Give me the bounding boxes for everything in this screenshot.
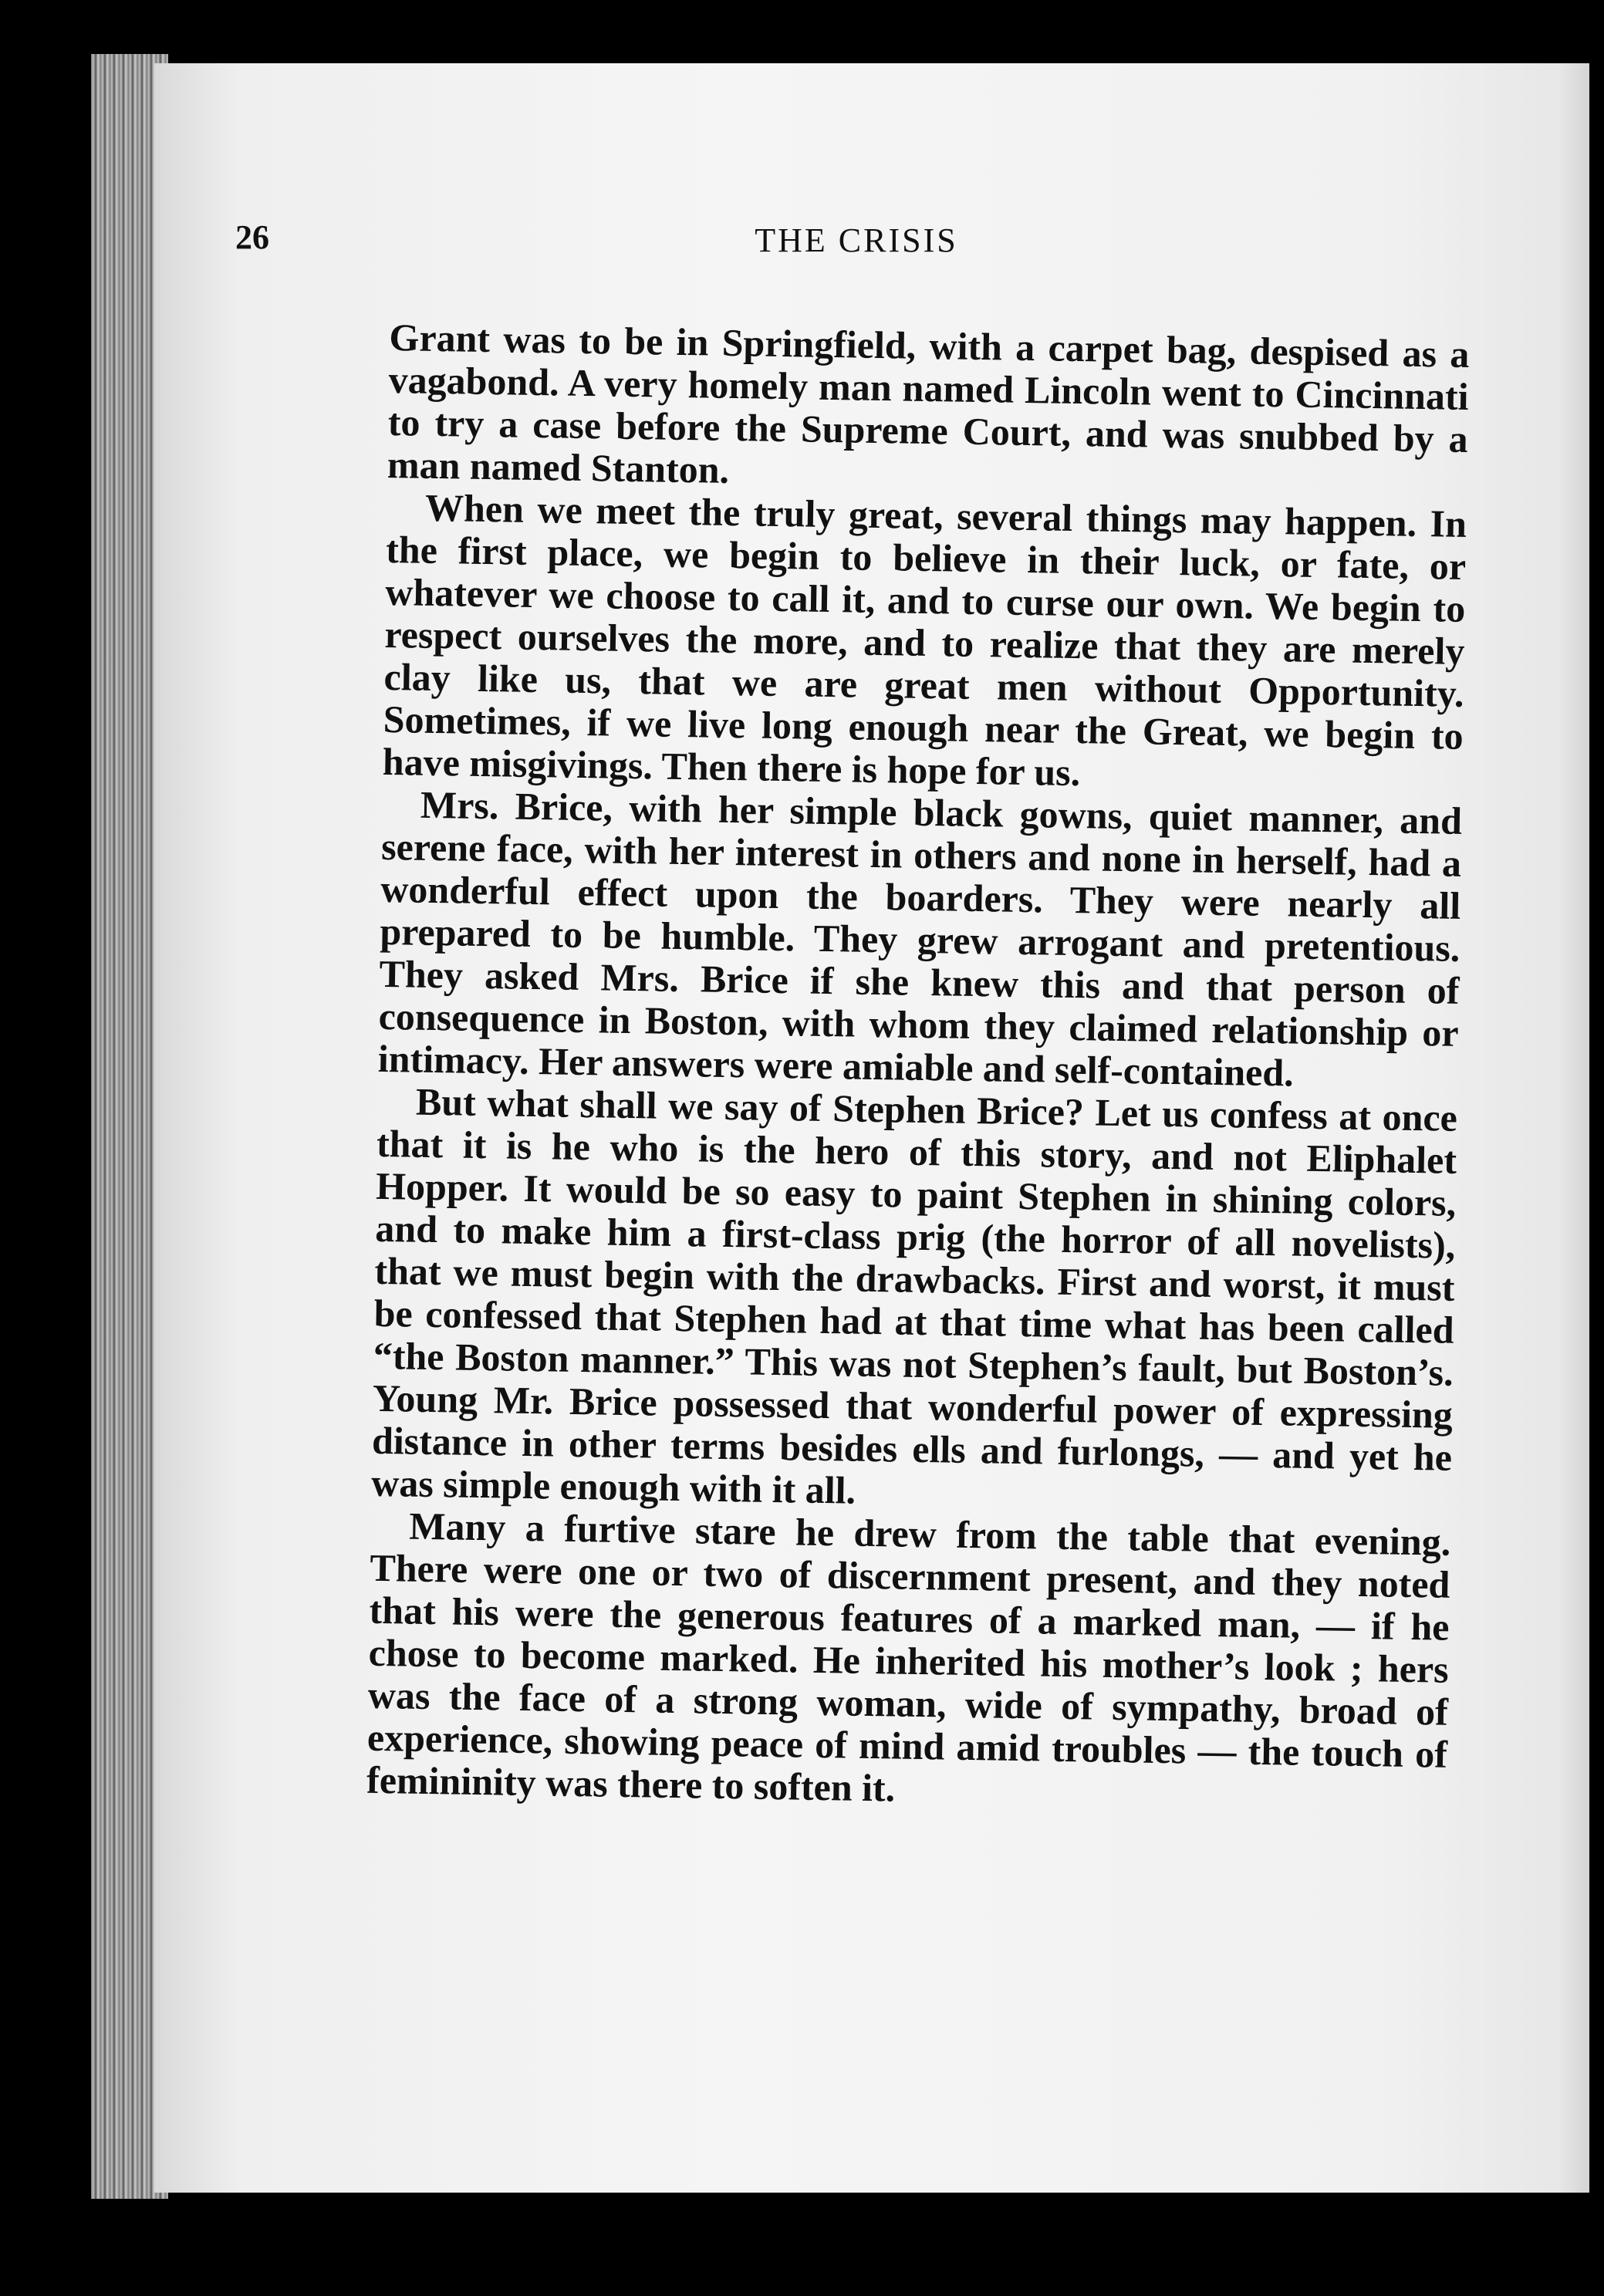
- paragraph: When we meet the truly great, several things may happen. In the first place, we begin to believe in their luck, or fate, or whatever we choose to call it, and to curse our own. We begin to respect ourselves the more, and to realize that they are merely clay like us, that we are great men without Opportunity. Sometimes, if we live long enough near the Great, we begin to have misgivings. Then there is hope for us.: [382, 485, 1467, 795]
- paragraph: But what shall we say of Stephen Brice? Let us confess at once that it is he who is the hero of this story, and not Eliphalet Hopper. It would be so easy to paint Stephen in shining colors, and to make him a first-class prig (the horror of all novelists), that we must begin with the drawbacks. First and worst, it must be confessed that Stephen had at that time what has been called “the Boston manner.” This was not Stephen’s fault, but Boston’s. Young Mr. Brice possessed that wonderful power of expressing distance in other terms besides ells and furlongs, — and yet he was simple enough with it all.: [370, 1079, 1458, 1512]
- body-text: [366, 316, 1470, 1818]
- running-head: [235, 218, 1477, 272]
- running-title: THE CRISIS: [755, 221, 958, 259]
- paragraph: Grant was to be in Springfield, with a carpet bag, despised as a vagabond. A very homely man named Lincoln went to Cincinnati to try a case before the Supreme Court, and was snubbed by a man named Stanton.: [387, 316, 1470, 491]
- page-number: 26: [235, 218, 269, 256]
- page-shadow: [1558, 63, 1589, 2193]
- paragraph: Many a furtive stare he drew from the table that evening. There were one or two of discernment present, and they noted that his were the generous features of a marked man, — if he chose to become marked. He inherited his mother’s look ; hers was the face of a strong woman, wide of sympathy, broad of experience, showing peace of mind amid troubles — the touch of femininity was there to soften it.: [366, 1504, 1451, 1810]
- paragraph: Mrs. Brice, with her simple black gowns, quiet manner, and serene face, with her interest in others and none in herself, had a wonderful effect upon the boarders. They were nearly all prepared to be humble. They grew arrogant and pretentious. They asked Mrs. Brice if she knew this and that person of consequence in Boston, with whom they claimed relationship or intimacy. Her answers were amiable and self-contained.: [377, 782, 1463, 1095]
